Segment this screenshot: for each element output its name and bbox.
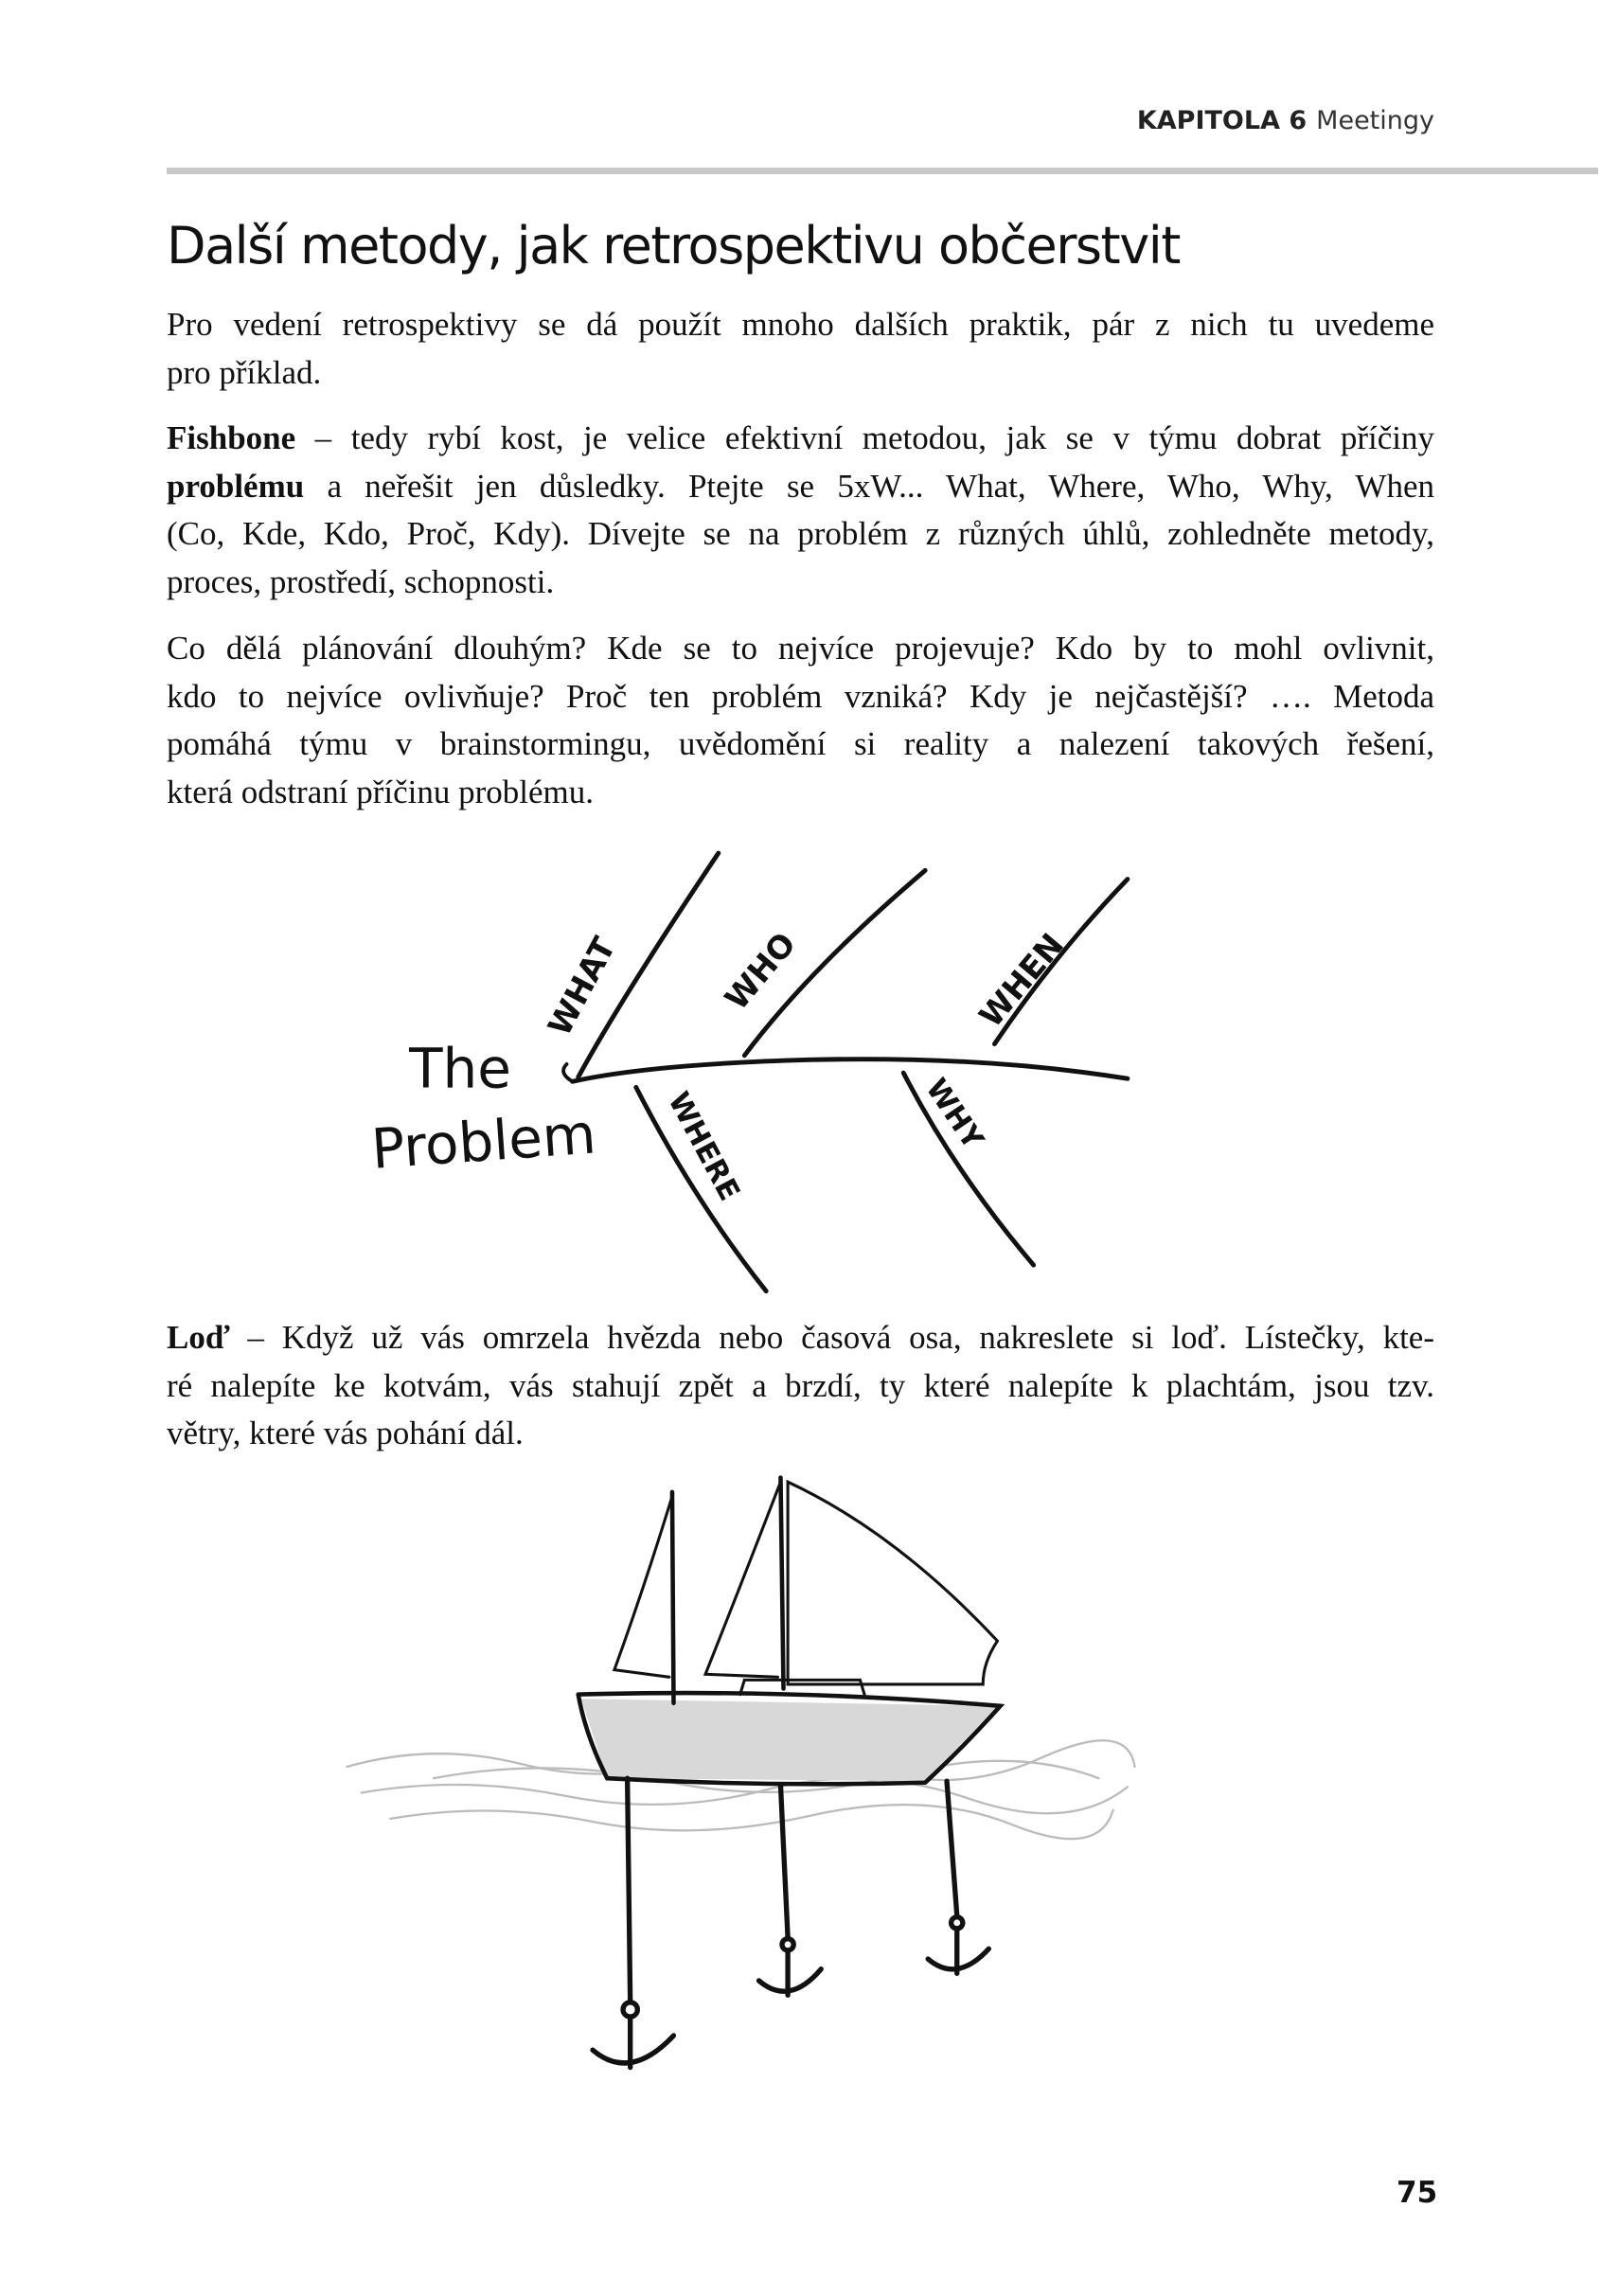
text-line: Co dělá plánování dlouhým? Kde se to nejvíce projevuje? Kdo by to mohl ovlivnit, <box>167 630 1434 667</box>
text-line: kdo to nejvíce ovlivňuje? Proč ten problém vzniká? Kdy je nejčastější? …. Metoda <box>167 677 1434 715</box>
text-line: (Co, Kde, Kdo, Proč, Kdy). Dívejte se na problém z různých úhlů, zohledněte metody, <box>167 515 1434 552</box>
chapter-label: KAPITOLA 6 <box>1136 106 1308 135</box>
text-line: Pro vedení retrospektivy se dá použít mnoho dalších praktik, pár z nich tu uvedeme <box>167 306 1434 343</box>
boat-drawing <box>347 1478 1134 2068</box>
anchor-line-1 <box>628 1778 631 2002</box>
sail-main <box>788 1482 997 1684</box>
page-number: 75 <box>1397 2176 1438 2210</box>
mast-2 <box>780 1478 783 1689</box>
text-line: ré nalepíte ke kotvám, vás stahují zpět a brzdí, ty které nalepíte k plachtám, jsou tzv. <box>167 1366 1434 1404</box>
text-span: – Když už vás omrzela hvězda nebo časová osa, nakreslete si loď. Lístečky, kte- <box>229 1319 1434 1356</box>
text-span: a neřešit jen důsledky. Ptejte se 5xW... What, Where, Who, Why, When <box>304 467 1434 505</box>
fishbone-head-label-1: The <box>409 1036 511 1101</box>
text-line: pomáhá týmu v brainstormingu, uvědomění si reality a nalezení takových řešení, <box>167 725 1434 762</box>
label-what: WHAT <box>541 931 623 1042</box>
text-line: proces, prostředí, schopnosti. <box>167 562 555 600</box>
text-line: pro příklad. <box>167 353 322 391</box>
fishbone-head-label-2: Problem <box>369 1101 598 1182</box>
hull-shading <box>581 1699 998 1781</box>
label-where: WHERE <box>661 1086 746 1207</box>
fishbone-spine <box>573 1059 1128 1082</box>
label-why: WHY <box>918 1073 989 1156</box>
label-when: WHEN <box>971 926 1072 1035</box>
sail-middle <box>705 1482 780 1677</box>
sail-front <box>614 1496 672 1677</box>
term-fishbone: Fishbone <box>167 419 296 456</box>
section-label: Meetingy <box>1316 106 1434 135</box>
term-boat: Loď <box>167 1319 230 1356</box>
text-line: která odstraní příčinu problému. <box>167 773 594 810</box>
anchor-icon <box>928 1917 988 1974</box>
bone-why <box>903 1073 1033 1265</box>
section-heading: Další metody, jak retrospektivu občerstvit <box>167 216 1180 276</box>
label-who: WHO <box>717 925 804 1018</box>
anchor-icon <box>759 1939 822 1996</box>
mast-1 <box>672 1492 674 1703</box>
fishbone-head <box>563 1064 573 1081</box>
text-span: – tedy rybí kost, je velice efektivní metodou, jak se v týmu dobrat příčiny <box>295 419 1434 456</box>
text-line: větry, které vás pohání dál. <box>167 1415 524 1451</box>
bold-word: problému <box>167 467 305 505</box>
anchor-icon <box>593 2002 674 2068</box>
fishbone-diagram <box>563 853 1128 1291</box>
anchor-line-3 <box>947 1781 957 1915</box>
anchor-line-2 <box>780 1786 788 1937</box>
